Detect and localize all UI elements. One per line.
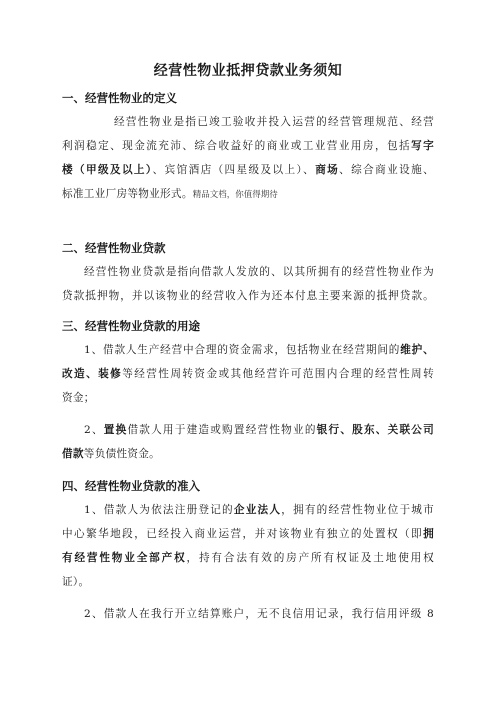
section-3-item-1-line-2	[62, 362, 434, 386]
section-4-item-1-line-2	[62, 522, 434, 546]
bold-span: 有经营性物业全部产权	[62, 552, 187, 564]
bold-span: 银行、股东、关联公司	[316, 424, 434, 436]
text-span: 、综合商业设施、	[339, 164, 434, 176]
text-span: 2、	[84, 424, 104, 436]
section-3-item-1-line-3	[62, 386, 434, 410]
text-span: ，拥有的经营性物业位于城市	[281, 504, 435, 516]
section-3-item-1-line-1	[62, 338, 434, 362]
bold-span: 借款	[62, 448, 84, 460]
text-span: 借款人用于建造或购置经营性物业的	[127, 424, 317, 436]
section-1-line-4	[62, 182, 434, 207]
bold-span: 拥	[423, 528, 434, 540]
text-span: 利润稳定、现金流充沛、综合收益好的商业或工业营业用房，包括	[62, 140, 412, 152]
section-4-item-2-line-1	[62, 602, 434, 626]
section-2-line-1	[62, 260, 434, 284]
text-span: ，持有合法有效的房产所有权证及土地使用权	[186, 552, 435, 564]
section-4-item-1-line-4	[62, 570, 434, 594]
bold-span: 置换	[103, 424, 128, 436]
text-span: 证）。	[62, 576, 90, 588]
text-span: 经营性物业贷款是指向借款人发放的、以其所拥有的经营性物业作为	[84, 266, 434, 278]
section-4-item-1-line-1	[62, 498, 434, 522]
text-span: 1、借款人为依法注册登记的	[84, 504, 234, 516]
section-3-heading: 三、经营性物业贷款的用途	[62, 319, 200, 333]
section-4-item-1-line-3	[62, 546, 434, 570]
text-span: 等负债性资金。	[83, 448, 161, 460]
section-4-heading: 四、经营性物业贷款的准入	[62, 479, 200, 493]
section-1-line-2	[62, 134, 434, 158]
text-span: 标准工业厂房等物业形式。	[62, 188, 193, 200]
text-span: 1、借款人生产经营中合理的资金需求，包括物业在经营期间的	[84, 344, 401, 356]
text-span: 中心繁华地段，已经投入商业运营，并对该物业有独立的处置权（即	[62, 528, 424, 540]
watermark-note: 精品文档，你值得期待	[192, 190, 278, 200]
text-span: 、宾馆酒店（四星级及以上）、	[152, 164, 316, 176]
section-1-line-3	[62, 158, 434, 182]
text-span: 经营性物业是指已竣工验收并投入运营的经营管理规范、经营	[114, 116, 434, 128]
text-span: 资金；	[62, 392, 95, 404]
section-2-line-2	[62, 284, 434, 308]
page-title: 经营性物业抵押贷款业务须知	[153, 63, 343, 79]
text-span: 贷款抵押物，并以该物业的经营收入作为还本付息主要来源的抵押贷款。	[62, 290, 434, 302]
section-1-line-1	[62, 110, 434, 134]
bold-span: 维护、	[400, 344, 434, 356]
section-1-heading: 一、经营性物业的定义	[62, 91, 177, 105]
bold-span: 商场	[315, 164, 340, 176]
section-2-heading: 二、经营性物业贷款	[62, 241, 166, 255]
bold-span: 楼（甲级及以上）	[62, 164, 153, 176]
bold-span: 写字	[411, 140, 434, 152]
bold-span: 企业法人	[233, 504, 282, 516]
section-3-item-2-line-2	[62, 442, 434, 466]
section-3-item-2-line-1	[62, 418, 434, 442]
bold-span: 改造、装修	[62, 368, 123, 380]
text-span: 等经营性周转资金或其他经营许可范围内合理的经营性周转	[122, 368, 434, 380]
text-span: 2、借款人在我行开立结算账户，无不良信用记录，我行信用评级 8	[84, 608, 434, 620]
